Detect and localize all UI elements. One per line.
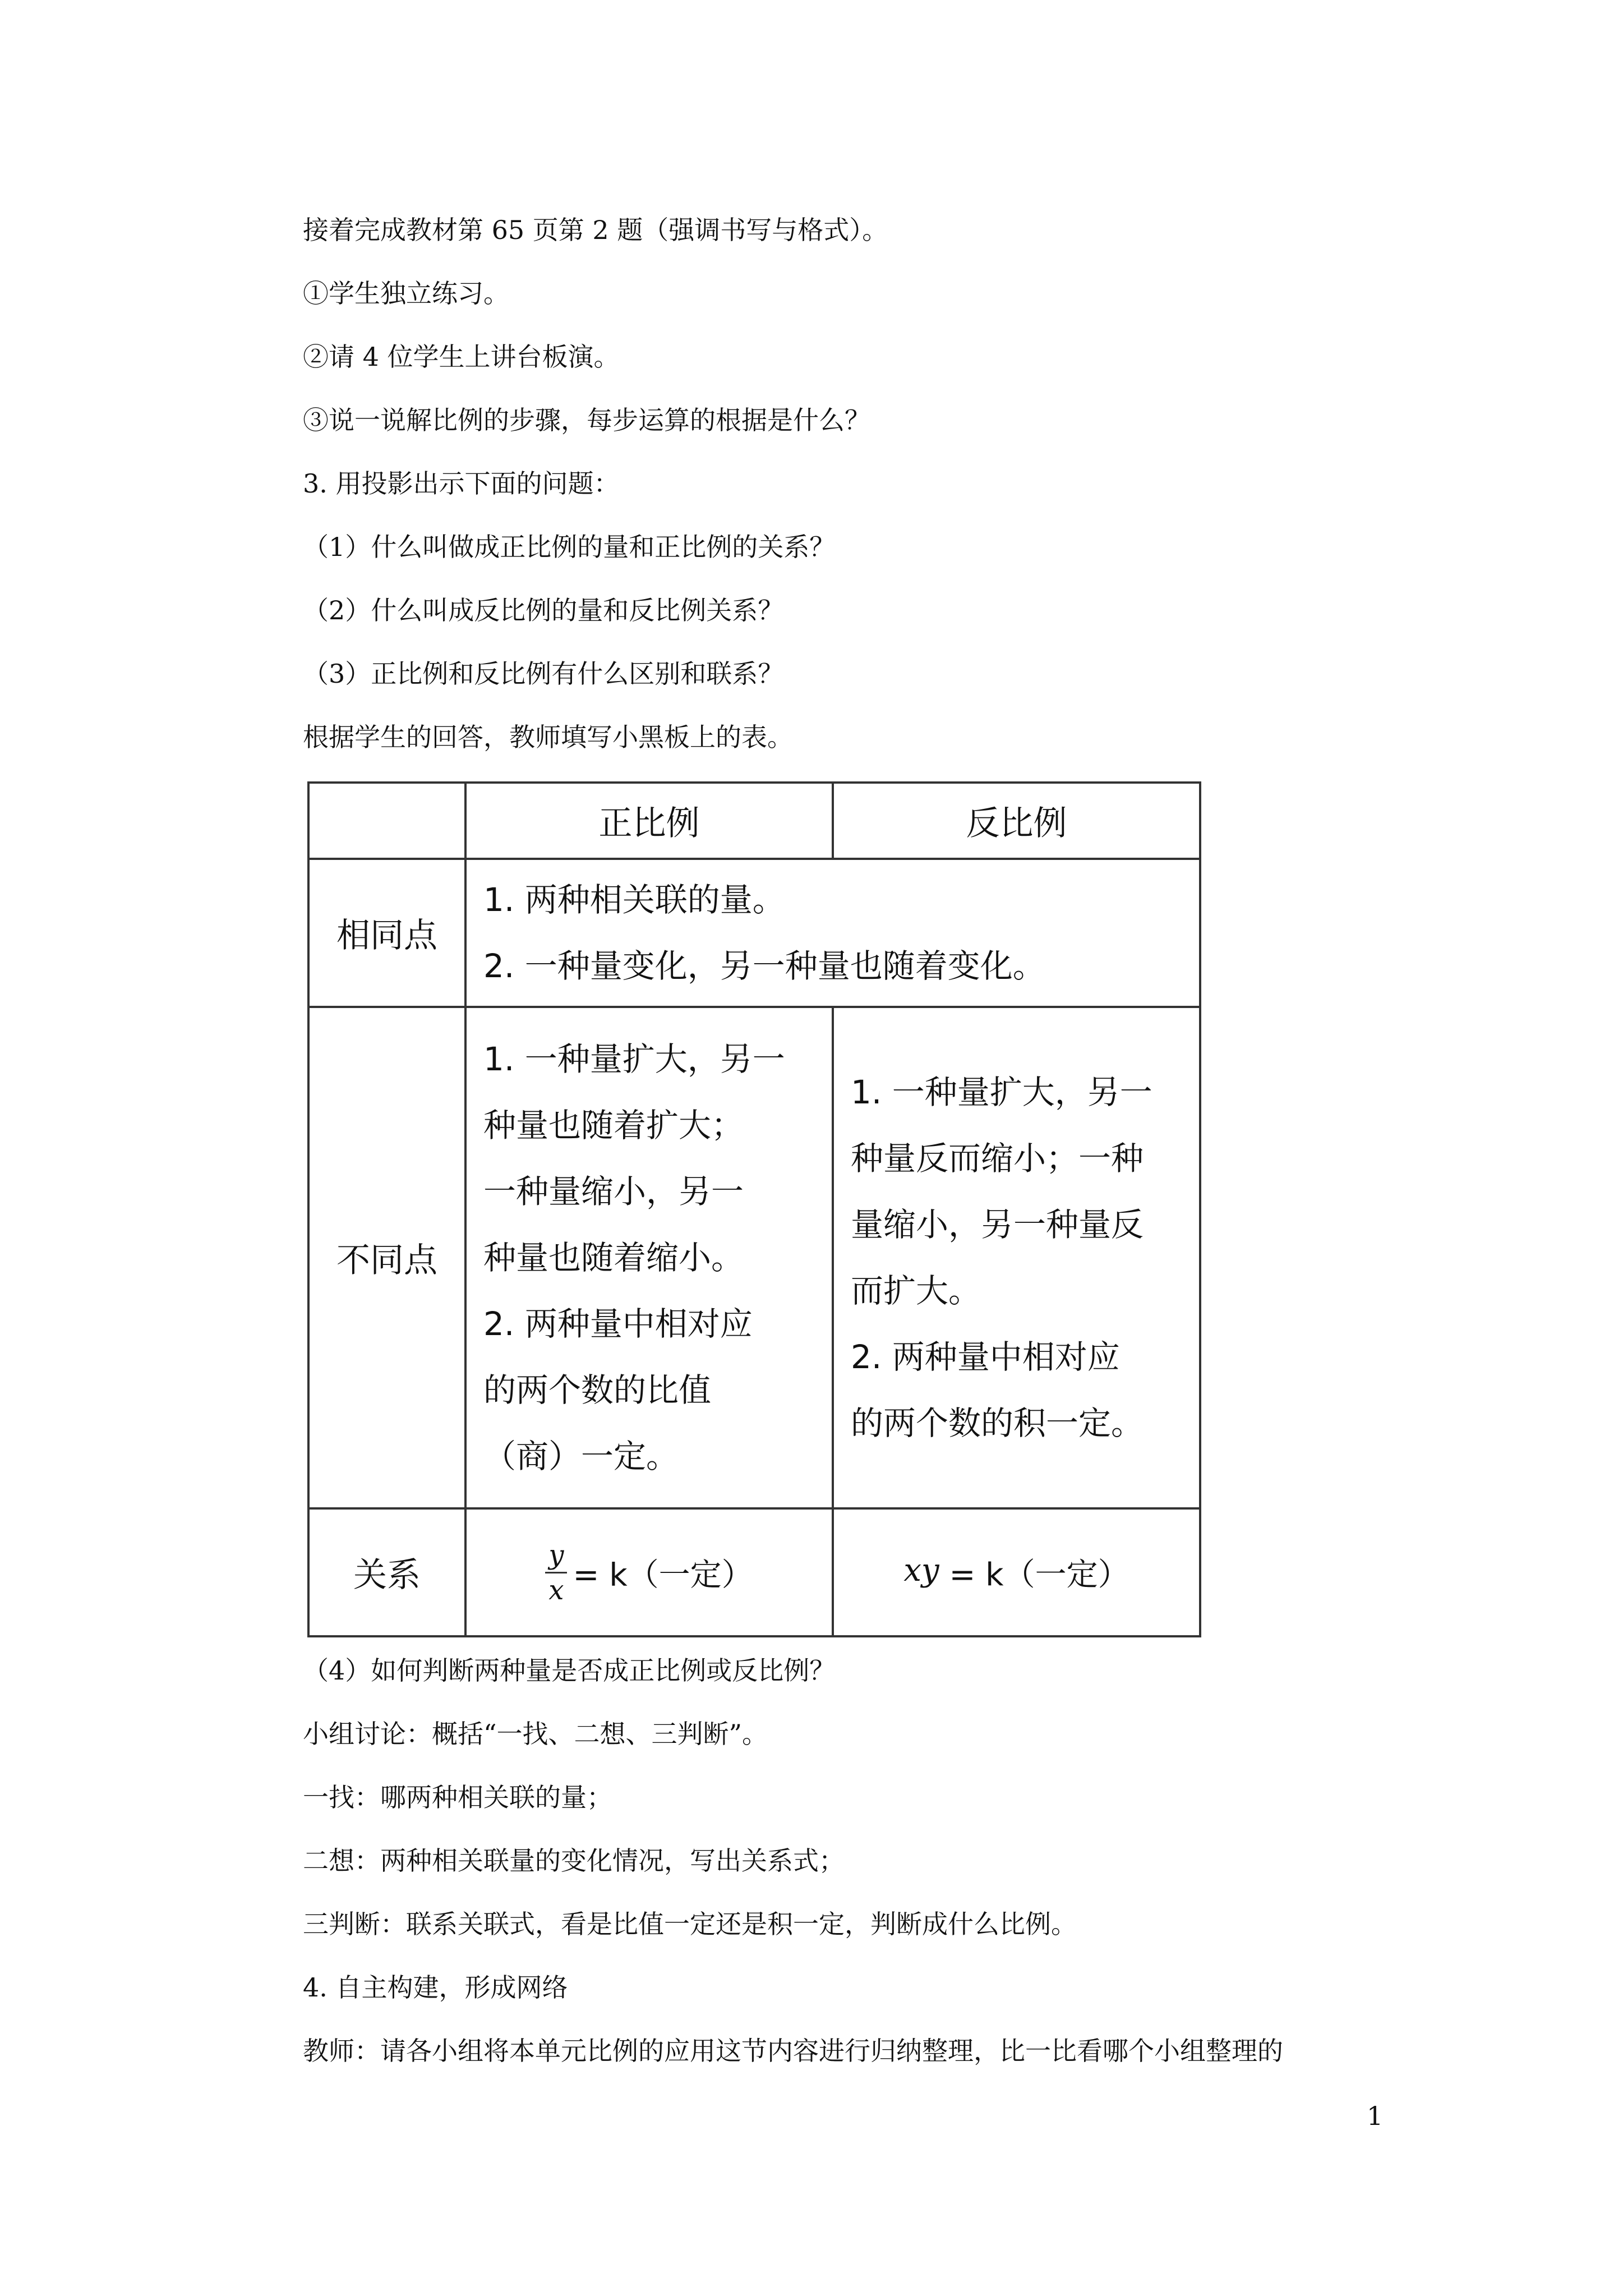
relation-direct-formula	[465, 1508, 833, 1636]
row-label-same: 相同点	[308, 859, 465, 1007]
diff-direct-line-2: 种量也随着扩大；	[483, 1106, 744, 1144]
diff-direct-line-5: 2. 两种量中相对应	[483, 1305, 753, 1343]
diff-direct-line-3: 一种量缩小，另一	[483, 1172, 744, 1211]
table-header-empty	[308, 783, 465, 859]
paragraph-step-judge: 三判断：联系关联式，看是比值一定还是积一定，判断成什么比例。	[303, 1909, 1077, 1939]
diff-inverse-line-4: 而扩大。	[851, 1272, 981, 1310]
fraction-numerator: y	[545, 1538, 567, 1573]
diff-inverse-line-3: 量缩小，另一种量反	[851, 1205, 1144, 1244]
paragraph-question-1: （1）什么叫做成正比例的量和正比例的关系？	[303, 532, 836, 562]
paragraph-step-1: ①学生独立练习。	[303, 278, 509, 309]
paragraph-group-discussion: 小组讨论：概括“一找、二想、三判断”。	[303, 1719, 768, 1749]
diff-inverse-line-2: 种量反而缩小；一种	[851, 1139, 1144, 1177]
paragraph-teacher-instruction: 教师：请各小组将本单元比例的应用这节内容进行归纳整理，比一比看哪个小组整理的	[303, 2036, 1283, 2066]
table-row-diff	[308, 1007, 1200, 1508]
same-points-cell	[465, 859, 1200, 1007]
paragraph-section-3: 3. 用投影出示下面的问题：	[303, 468, 620, 499]
diff-direct-cell	[465, 1007, 833, 1508]
paragraph-step-2: ②请 4 位学生上讲台板演。	[303, 342, 620, 372]
paragraph-question-3: （3）正比例和反比例有什么区别和联系？	[303, 659, 784, 689]
relation-inverse-formula	[833, 1508, 1200, 1636]
table-row-relation	[308, 1508, 1200, 1636]
diff-direct-line-7: （商）一定。	[483, 1437, 679, 1475]
diff-inverse-cell	[833, 1007, 1200, 1508]
same-line-2: 2. 一种量变化，另一种量也随着变化。	[483, 947, 1045, 985]
paragraph-question-4: （4）如何判断两种量是否成正比例或反比例？	[303, 1655, 836, 1686]
paragraph-step-3: ③说一说解比例的步骤，每步运算的根据是什么？	[303, 405, 870, 435]
table-header-row	[308, 783, 1200, 859]
diff-inverse-line-1: 1. 一种量扩大，另一	[851, 1073, 1152, 1111]
table-header-inverse: 反比例	[833, 783, 1200, 859]
page-number: 1	[1367, 2101, 1384, 2131]
paragraph-step-think: 二想：两种相关联量的变化情况，写出关系式；	[303, 1846, 845, 1876]
paragraph-step-find: 一找：哪两种相关联的量；	[303, 1782, 612, 1812]
paragraph-question-2: （2）什么叫成反比例的量和反比例关系？	[303, 595, 784, 625]
relation-inverse-rhs: = k（一定）	[949, 1557, 1129, 1593]
fraction	[545, 1538, 567, 1607]
same-line-1: 1. 两种相关联的量。	[483, 881, 785, 919]
paragraph-section-4: 4. 自主构建，形成网络	[303, 1972, 568, 2003]
table-header-direct: 正比例	[465, 783, 833, 859]
paragraph-textbook-exercise: 接着完成教材第 65 页第 2 题（强调书写与格式）。	[303, 215, 888, 245]
relation-direct-rhs: = k（一定）	[573, 1557, 753, 1593]
diff-inverse-line-6: 的两个数的积一定。	[851, 1404, 1144, 1442]
relation-inverse-lhs: xy	[903, 1552, 939, 1589]
paragraph-table-intro: 根据学生的回答，教师填写小黑板上的表。	[303, 722, 793, 752]
fraction-denominator: x	[548, 1574, 564, 1606]
diff-direct-line-1: 1. 一种量扩大，另一	[483, 1040, 785, 1078]
table-row-same	[308, 859, 1200, 1007]
row-label-relation: 关系	[308, 1508, 465, 1636]
diff-direct-line-4: 种量也随着缩小。	[483, 1239, 744, 1277]
diff-inverse-line-5: 2. 两种量中相对应	[851, 1338, 1120, 1376]
row-label-diff: 不同点	[308, 1007, 465, 1508]
diff-direct-line-6: 的两个数的比值	[483, 1371, 712, 1409]
comparison-table	[307, 781, 1201, 1637]
